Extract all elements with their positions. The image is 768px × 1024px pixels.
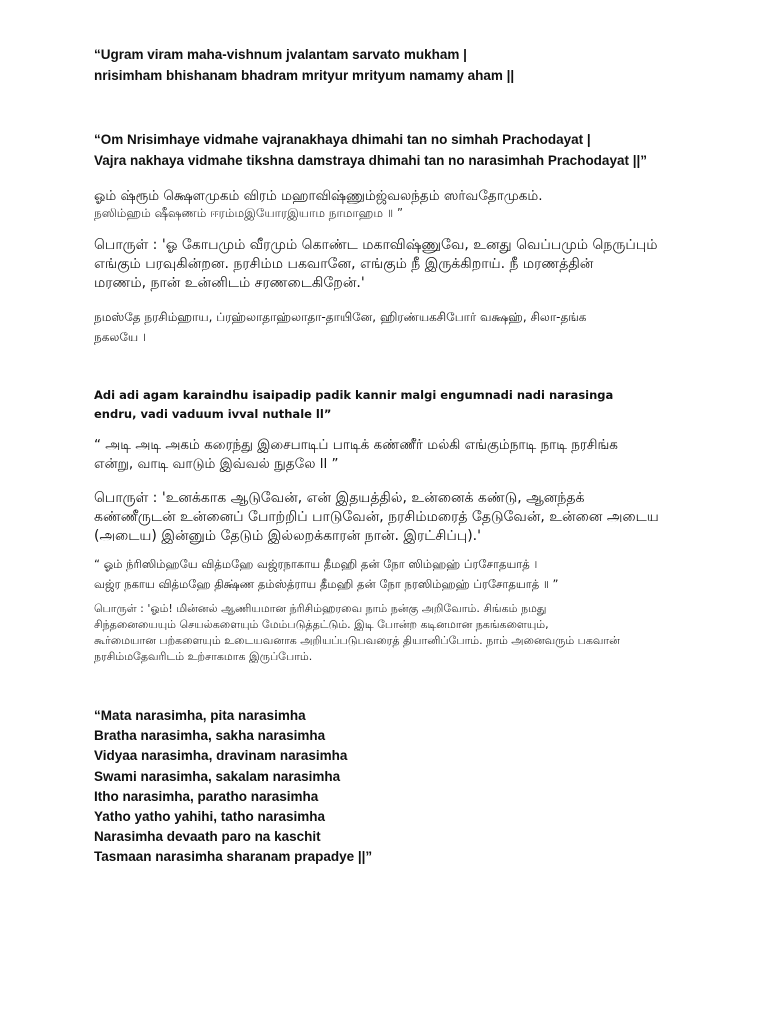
adi-verse-tamil <box>94 436 694 474</box>
text-line: “ அடி அடி அகம் கரைந்து இசைபாடிப் பாடிக் கண்ணீர் மல்கி எங்கும்நாடி நாடி நரசிங்க <box>94 437 618 453</box>
text-line: Tasmaan narasimha sharanam prapadye ||” <box>94 849 373 865</box>
text-line: “ ஓம் ந்ரிஸிம்ஹயே வித்மஹே வஜ்ரநாகாய தீமஹி தன் நோ ஸிம்ஹஹ் ப்ரசோதயாத் । <box>94 557 538 571</box>
text-line: “Mata narasimha, pita narasimha <box>94 708 306 723</box>
text-line: கண்ணீருடன் உன்னைப் போற்றிப் பாடுவேன், நரசிம்மரைத் தேடுவேன், உன்னை அடைய <box>94 509 659 525</box>
text-line: Narasimha devaath paro na kaschit <box>94 829 321 845</box>
text-line: எங்கும் பரவுகின்றன. நரசிம்ம பகவானே, எங்கும் நீ இருக்கிறாய். நீ மரணத்தின் <box>94 256 594 272</box>
namaste-verse-tamil <box>94 307 694 347</box>
text-line: பொருள் : 'ஓ கோபமும் வீரமும் கொண்ட மகாவிஷ்ணுவே, உனது வெப்பமும் நெருப்பும் <box>94 237 658 253</box>
text-line: நஸிம்ஹம் ஷீஷணம் ஈரம்மஇயோரஇயாம நாமாஹம ॥ ” <box>94 206 404 220</box>
text-line: என்று, வாடி வாடும் இவ்வல் நுதலே ll ” <box>94 456 339 472</box>
mata-narasimha-verse <box>94 706 694 868</box>
text-line: “Om Nrisimhaye vidmahe vajranakhaya dhimahi tan no simhah Prachodayat | <box>94 132 591 147</box>
text-line: Bratha narasimha, sakha narasimha <box>94 728 326 744</box>
text-line: nrisimham bhishanam bhadram mrityur mrityum namamy aham || <box>94 68 515 83</box>
text-line: கூர்மையான பற்களையும் உடையவனாக அறியப்படுபவரைத் தியானிப்போம். நாம் அனைவரும் பகவான் <box>94 634 620 647</box>
text-line: சிந்தனையையும் செயல்களையும் மேம்படுத்தட்டும். இடி போன்ற கடினமான நகங்களையும், <box>94 618 549 631</box>
text-line: பொருள் : 'ஓம்! மின்னல் ஆணியமான ந்ரிசிம்ஹரவை நாம் நன்கு அறிவோம். சிங்கம் நமது <box>94 602 547 615</box>
text-line: நமஸ்தே நரசிம்ஹாய, ப்ரஹ்லாதாஹ்லாதா-தாயினே, ஹிரண்யகசிபோர் வக்ஷஹ், சிலா-தங்க <box>94 310 587 324</box>
text-line: Swami narasimha, sakalam narasimha <box>94 768 341 784</box>
ugram-verse-meaning <box>94 236 694 293</box>
text-line: Vajra nakhaya vidmahe tikshna damstraya dhimahi tan no narasimhah Prachodayat ||” <box>94 153 648 168</box>
text-line: “Ugram viram maha-vishnum jvalantam sarvato mukham | <box>94 47 467 62</box>
text-line: Itho narasimha, paratho narasimha <box>94 788 319 804</box>
adi-verse-meaning <box>94 489 694 546</box>
adi-verse-roman <box>94 386 694 424</box>
text-line: நரசிம்மதேவரிடம் உற்சாகமாக இருப்போம். <box>94 650 313 663</box>
gayatri-verse-tamil <box>94 554 694 594</box>
text-line: நகலயே । <box>94 330 146 344</box>
text-line: Vidyaa narasimha, dravinam narasimha <box>94 748 348 764</box>
text-line: Adi adi agam karaindhu isaipadip padik kannir malgi engumnadi nadi narasinga <box>94 388 614 402</box>
text-line: ஓம் ஷ்ரூம் க்ஷௌமுகம் விரம் மஹாவிஷ்ணும்ஜ்வலந்தம் ஸர்வதோமுகம். <box>94 188 543 204</box>
text-line: வஜ்ர நகாய வித்மஹே திக்ஷ்ண தம்ஸ்த்ராய தீமஹி தன் நோ நரஸிம்ஹஹ் ப்ரசோதயாத் ॥ ” <box>94 577 559 591</box>
gayatri-verse-meaning <box>94 601 694 665</box>
text-line: (அடைய) இன்னும் தேடும் இல்லறக்காரன் நான். இரட்சிப்பு).' <box>94 528 481 544</box>
ugram-verse-tamil <box>94 187 694 221</box>
ugram-verse-roman <box>94 44 694 86</box>
text-line: Yatho yatho yahihi, tatho narasimha <box>94 809 326 825</box>
text-line: endru, vadi vaduum ivval nuthale ll” <box>94 407 332 421</box>
text-line: மரணம், நான் உன்னிடம் சரணடைகிறேன்.' <box>94 275 365 291</box>
text-line: பொருள் : 'உனக்காக ஆடுவேன், என் இதயத்தில், உன்னைக் கண்டு, ஆனந்தக் <box>94 490 585 506</box>
gayatri-verse-roman <box>94 129 694 171</box>
